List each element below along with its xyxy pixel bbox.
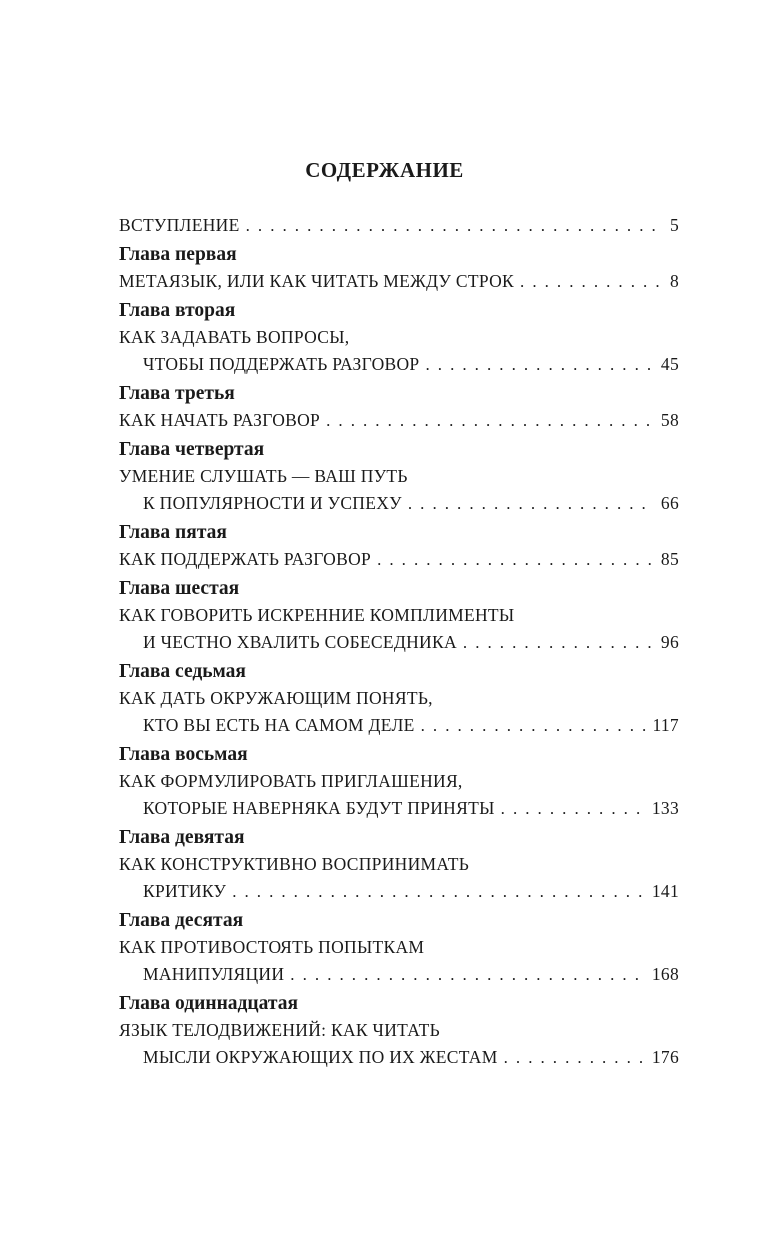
toc-line-continued bbox=[119, 961, 679, 988]
chapter-label: Глава девятая bbox=[119, 827, 245, 848]
toc-line bbox=[119, 546, 679, 573]
dot-leader bbox=[463, 629, 655, 656]
dot-leader bbox=[408, 490, 655, 517]
dot-leader bbox=[504, 1044, 646, 1071]
toc-line bbox=[119, 407, 679, 434]
toc-entry-title-continued: МАНИПУЛЯЦИИ bbox=[143, 964, 285, 984]
toc-line-continued bbox=[119, 878, 679, 905]
toc-line bbox=[119, 268, 679, 295]
toc-entry-title: КАК ПОДДЕРЖАТЬ РАЗГОВОР bbox=[119, 549, 372, 569]
toc-line bbox=[119, 324, 679, 351]
toc-line bbox=[119, 934, 679, 961]
toc-chapter-3 bbox=[119, 380, 679, 434]
toc-page-number: 141 bbox=[651, 881, 679, 901]
toc-entry-title: ВСТУПЛЕНИЕ bbox=[119, 215, 240, 235]
toc-page-number: 176 bbox=[651, 1047, 679, 1067]
dot-leader bbox=[501, 795, 646, 822]
toc-line-continued bbox=[119, 490, 679, 517]
toc-entry-intro bbox=[119, 212, 679, 239]
toc-chapter-2 bbox=[119, 297, 679, 378]
toc-chapter-1 bbox=[119, 241, 679, 295]
page-title: СОДЕРЖАНИЕ bbox=[305, 158, 464, 182]
toc-chapter-10 bbox=[119, 907, 679, 988]
toc-line bbox=[119, 1017, 679, 1044]
toc-entry-title-continued: КОТОРЫЕ НАВЕРНЯКА БУДУТ ПРИНЯТЫ bbox=[143, 798, 495, 818]
dot-leader bbox=[421, 712, 647, 739]
toc-page-number: 96 bbox=[660, 632, 679, 652]
toc-page-number: 5 bbox=[669, 215, 679, 235]
chapter-label: Глава четвертая bbox=[119, 439, 265, 460]
toc-entry-title: КАК ФОРМУЛИРОВАТЬ ПРИГЛАШЕНИЯ, bbox=[119, 771, 463, 791]
chapter-label: Глава вторая bbox=[119, 300, 236, 321]
dot-leader bbox=[377, 546, 655, 573]
dot-leader bbox=[326, 407, 655, 434]
toc-page-number: 168 bbox=[651, 964, 679, 984]
chapter-label: Глава пятая bbox=[119, 522, 227, 543]
toc-page-number: 85 bbox=[660, 549, 679, 569]
toc-page-number: 45 bbox=[660, 354, 679, 374]
toc-chapter-4 bbox=[119, 436, 679, 517]
toc-entry-title-continued: И ЧЕСТНО ХВАЛИТЬ СОБЕСЕДНИКА bbox=[143, 632, 457, 652]
toc-entry-title: УМЕНИЕ СЛУШАТЬ — ВАШ ПУТЬ bbox=[119, 466, 408, 486]
toc-chapter-11 bbox=[119, 990, 679, 1071]
toc-entry-title-continued: КТО ВЫ ЕСТЬ НА САМОМ ДЕЛЕ bbox=[143, 715, 415, 735]
toc-entry-title: МЕТАЯЗЫК, ИЛИ КАК ЧИТАТЬ МЕЖДУ СТРОК bbox=[119, 271, 515, 291]
toc-line-continued bbox=[119, 1044, 679, 1071]
chapter-label: Глава седьмая bbox=[119, 661, 246, 682]
toc-page-number: 66 bbox=[660, 493, 679, 513]
toc-entry-title-continued: КРИТИКУ bbox=[143, 881, 227, 901]
toc-line bbox=[119, 463, 679, 490]
toc-chapter-8 bbox=[119, 741, 679, 822]
dot-leader bbox=[520, 268, 664, 295]
dot-leader bbox=[232, 878, 646, 905]
toc-page-number: 58 bbox=[660, 410, 679, 430]
toc-chapter-6 bbox=[119, 575, 679, 656]
toc-entry-title: КАК НАЧАТЬ РАЗГОВОР bbox=[119, 410, 321, 430]
toc-line bbox=[119, 851, 679, 878]
toc-page-number: 117 bbox=[652, 715, 679, 735]
toc-chapter-5 bbox=[119, 519, 679, 573]
chapter-label: Глава восьмая bbox=[119, 744, 248, 765]
chapter-label: Глава шестая bbox=[119, 578, 240, 599]
dot-leader bbox=[425, 351, 654, 378]
toc-entry-title-continued: ЧТОБЫ ПОДДЕРЖАТЬ РАЗГОВОР bbox=[143, 354, 420, 374]
toc-entry-title: КАК ЗАДАВАТЬ ВОПРОСЫ, bbox=[119, 327, 350, 347]
dot-leader bbox=[246, 212, 664, 239]
toc-line bbox=[119, 768, 679, 795]
toc-entry-title: КАК ПРОТИВОСТОЯТЬ ПОПЫТКАМ bbox=[119, 937, 425, 957]
toc-page-number: 133 bbox=[651, 798, 679, 818]
toc-line-continued bbox=[119, 629, 679, 656]
chapter-label: Глава одиннадцатая bbox=[119, 993, 299, 1014]
toc-page-number: 8 bbox=[669, 271, 679, 291]
toc-entry-title: КАК ДАТЬ ОКРУЖАЮЩИМ ПОНЯТЬ, bbox=[119, 688, 433, 708]
toc-chapter-7 bbox=[119, 658, 679, 739]
toc-entry-title: КАК КОНСТРУКТИВНО ВОСПРИНИМАТЬ bbox=[119, 854, 470, 874]
chapter-label: Глава третья bbox=[119, 383, 235, 404]
toc-entry-title: КАК ГОВОРИТЬ ИСКРЕННИЕ КОМПЛИМЕНТЫ bbox=[119, 605, 515, 625]
toc-line bbox=[119, 602, 679, 629]
dot-leader bbox=[290, 961, 646, 988]
toc-line-continued bbox=[119, 712, 679, 739]
toc-line-continued bbox=[119, 351, 679, 378]
toc-chapter-9 bbox=[119, 824, 679, 905]
toc-line bbox=[119, 685, 679, 712]
chapter-label: Глава десятая bbox=[119, 910, 244, 931]
table-of-contents bbox=[119, 212, 679, 1071]
toc-entry-title-continued: МЫСЛИ ОКРУЖАЮЩИХ ПО ИХ ЖЕСТАМ bbox=[143, 1047, 498, 1067]
toc-line-continued bbox=[119, 795, 679, 822]
toc-entry-title-continued: К ПОПУЛЯРНОСТИ И УСПЕХУ bbox=[143, 493, 402, 513]
toc-entry-title: ЯЗЫК ТЕЛОДВИЖЕНИЙ: КАК ЧИТАТЬ bbox=[119, 1020, 441, 1040]
chapter-label: Глава первая bbox=[119, 244, 237, 265]
